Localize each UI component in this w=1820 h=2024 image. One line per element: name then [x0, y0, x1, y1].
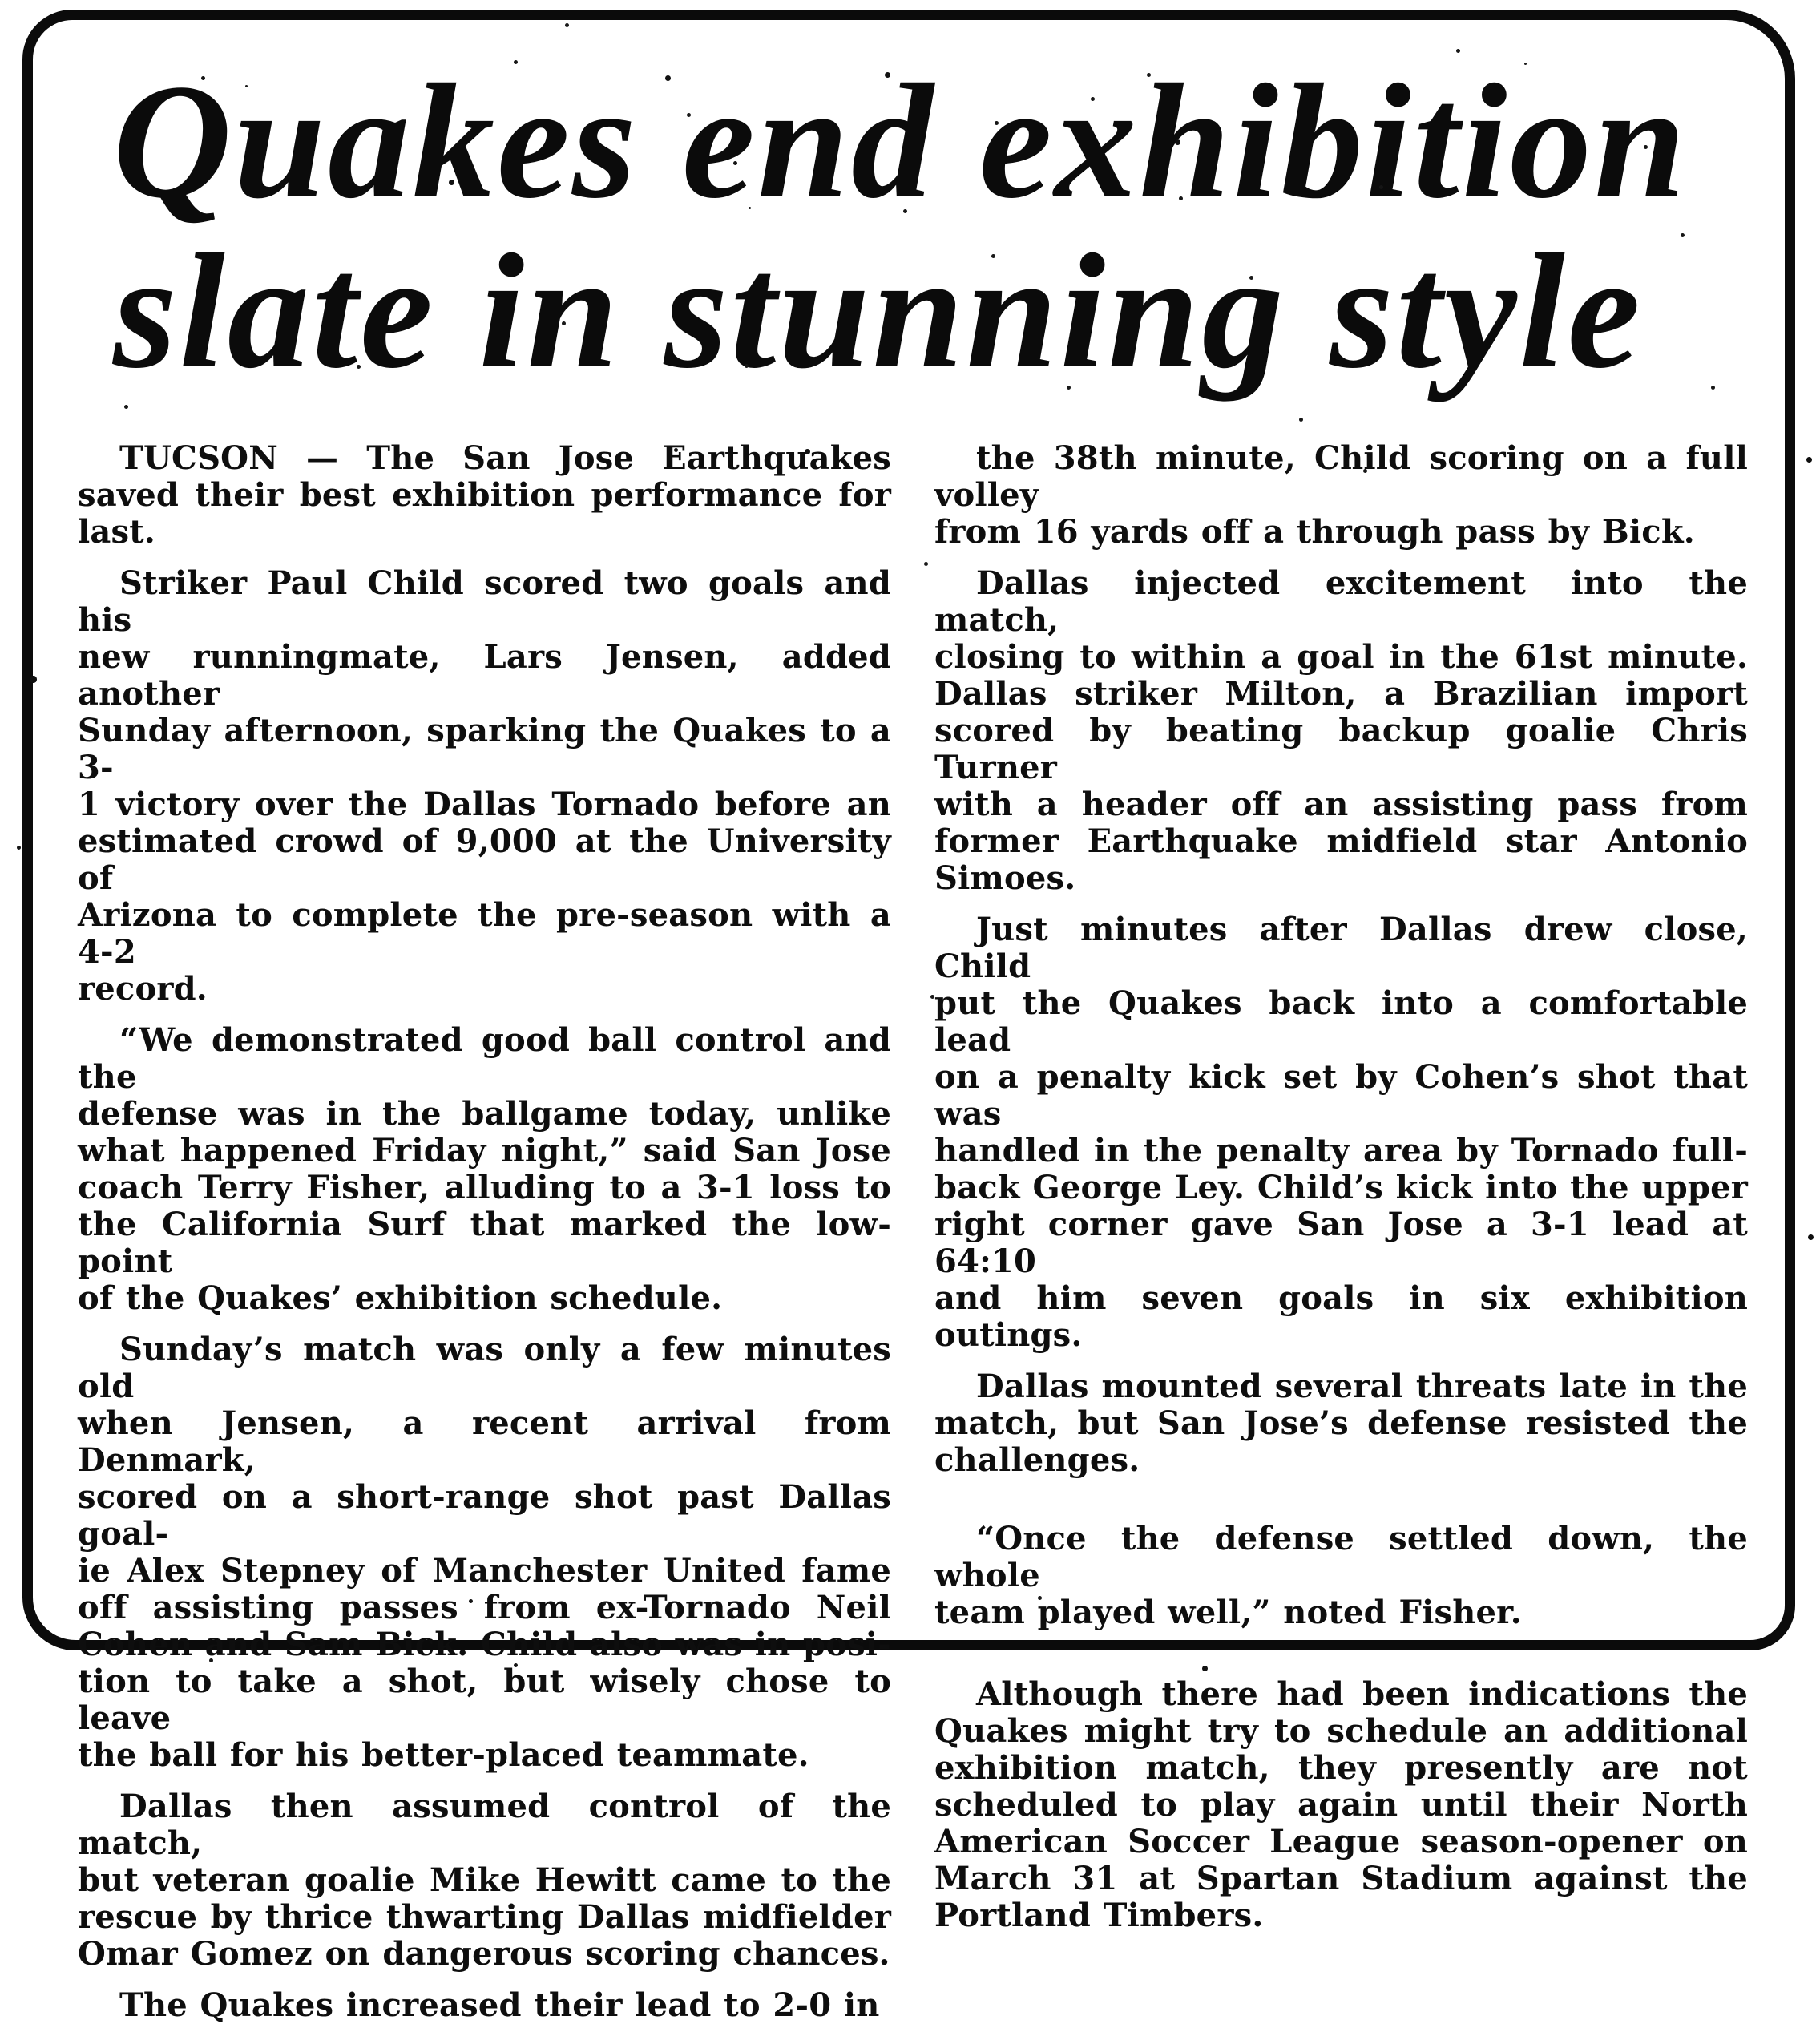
paragraph	[934, 1676, 1748, 1934]
body-text-line: rescue by thrice thwarting Dallas midfielder	[78, 1898, 891, 1936]
headline	[78, 47, 1748, 402]
body-text-line: new runningmate, Lars Jensen, added another	[78, 638, 891, 713]
body-text-line: exhibition match, they presently are not	[934, 1749, 1748, 1787]
body-text-line: challenges.	[934, 1441, 1140, 1479]
body-text-line: Sunday’s match was only a few minutes old	[78, 1331, 891, 1405]
body-text-line: Omar Gomez on dangerous scoring chances.	[78, 1935, 890, 1973]
body-text-line: from 16 yards off a through pass by Bick.	[934, 513, 1695, 551]
body-text-line: scored on a short-range shot past Dallas goal-	[78, 1478, 891, 1553]
body-text-line: tion to take a shot, but wisely chose to leave	[78, 1662, 891, 1737]
body-text-line: Simoes.	[934, 859, 1076, 897]
body-text-line: on a penalty kick set by Cohen’s shot that was	[934, 1058, 1748, 1133]
article-column-left	[78, 440, 891, 2024]
body-text-line: “We demonstrated good ball control and the	[78, 1021, 891, 1096]
body-text-line: right corner gave San Jose a 3-1 lead at 64:10	[934, 1206, 1748, 1280]
paragraph	[78, 440, 891, 551]
body-text-line: match, but San Jose’s defense resisted the	[934, 1404, 1748, 1442]
paragraph	[934, 1521, 1748, 1631]
body-text-line: ie Alex Stepney of Manchester United fame	[78, 1552, 891, 1590]
body-text-line: Striker Paul Child scored two goals and his	[78, 564, 891, 639]
body-text-line: the ball for his better-placed teammate.	[78, 1736, 809, 1774]
paragraph	[934, 565, 1748, 897]
article-column-right	[934, 440, 1748, 2024]
body-text-line: handled in the penalty area by Tornado full-	[934, 1132, 1748, 1170]
body-text-line: TUCSON — The San Jose Earthquakes	[119, 439, 891, 477]
body-text-line: but veteran goalie Mike Hewitt came to the	[78, 1861, 891, 1899]
body-text-line: saved their best exhibition performance for	[78, 476, 891, 514]
headline-line-1: Quakes end exhibition	[113, 50, 1689, 232]
body-text-line: estimated crowd of 9,000 at the University of	[78, 822, 891, 897]
body-text-line: last.	[78, 513, 156, 551]
body-text-line: the 38th minute, Child scoring on a full volley	[934, 439, 1748, 514]
body-text-line: Quakes might try to schedule an additional	[934, 1712, 1748, 1750]
paragraph	[934, 440, 1748, 551]
body-text-line: team played well,” noted Fisher.	[934, 1594, 1522, 1631]
body-text-line: March 31 at Spartan Stadium against the	[934, 1860, 1748, 1897]
body-text-line: scheduled to play again until their North	[934, 1786, 1748, 1824]
body-text-line: Portland Timbers.	[934, 1897, 1264, 1934]
body-text-line: Dallas injected excitement into the match,	[934, 564, 1748, 639]
body-text-line: when Jensen, a recent arrival from Denmark,	[78, 1404, 891, 1479]
body-text-line: of the Quakes’ exhibition schedule.	[78, 1279, 723, 1317]
paragraph	[934, 1368, 1748, 1479]
body-text-line: and him seven goals in six exhibition outings.	[934, 1279, 1748, 1354]
body-text-line: Sunday afternoon, sparking the Quakes to a 3-	[78, 712, 891, 786]
paragraph	[78, 565, 891, 1008]
headline-line-2: slate in stunning style	[113, 220, 1643, 402]
body-text-line: The Quakes increased their lead to 2-0 in	[119, 1986, 880, 2024]
scan-noise-speckles	[0, 0, 2, 2]
body-text-line: Dallas then assumed control of the match,	[78, 1788, 891, 1862]
body-text-line: Just minutes after Dallas drew close, Child	[934, 911, 1748, 985]
body-text-line: Dallas mounted several threats late in the	[976, 1368, 1748, 1405]
body-text-line: Arizona to complete the pre-season with a 4-2	[78, 896, 891, 971]
body-text-line: record.	[78, 970, 208, 1008]
body-text-line: back George Ley. Child’s kick into the upper	[934, 1169, 1748, 1206]
body-text-line: closing to within a goal in the 61st minute.	[934, 638, 1748, 676]
paragraph	[78, 1987, 891, 2024]
body-text-line: off assisting passes from ex-Tornado Neil	[78, 1589, 891, 1626]
body-text-line: what happened Friday night,” said San Jose	[78, 1132, 891, 1170]
body-text-line: former Earthquake midfield star Antonio	[934, 822, 1748, 860]
newspaper-clipping	[22, 10, 1795, 2024]
body-text-line: coach Terry Fisher, alluding to a 3-1 loss to	[78, 1169, 891, 1206]
paragraph	[78, 1022, 891, 1317]
article-body	[78, 440, 1748, 2024]
body-text-line: Dallas striker Milton, a Brazilian import	[934, 675, 1748, 713]
paragraph	[934, 911, 1748, 1354]
paragraph	[78, 1331, 891, 1774]
body-text-line: put the Quakes back into a comfortable lead	[934, 984, 1748, 1059]
body-text-line: American Soccer League season-opener on	[934, 1823, 1748, 1860]
body-text-line: the California Surf that marked the low-point	[78, 1206, 891, 1280]
body-text-line: Cohen and Sam Bick. Child also was in posi-	[78, 1626, 891, 1663]
body-text-line: with a header off an assisting pass from	[934, 786, 1748, 823]
body-text-line: Although there had been indications the	[976, 1675, 1748, 1713]
body-text-line: 1 victory over the Dallas Tornado before an	[78, 786, 891, 823]
body-text-line: defense was in the ballgame today, unlike	[78, 1095, 891, 1133]
paragraph	[78, 1788, 891, 1973]
body-text-line: scored by beating backup goalie Chris Turner	[934, 712, 1748, 786]
body-text-line: “Once the defense settled down, the whole	[934, 1520, 1748, 1594]
